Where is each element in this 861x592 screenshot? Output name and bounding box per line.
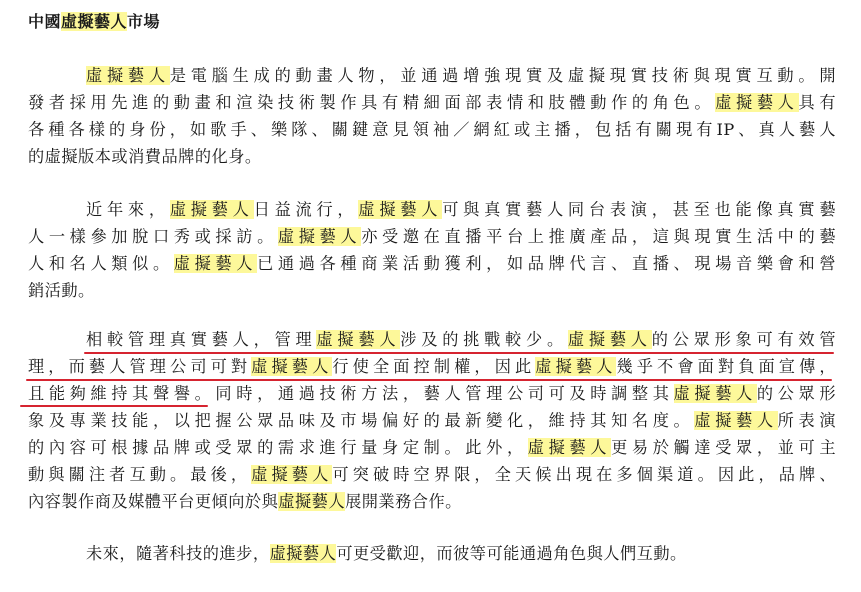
text-span: 可突破時空界限，全天候出現在多個渠道。因此，品牌、 [332, 465, 837, 484]
highlighted-term: 虛擬藝人 [535, 357, 617, 376]
heading-text: 市場 [127, 12, 161, 31]
text-span: 亦受邀在直播平台上推廣產品，這與現實生活中的藝 [361, 227, 837, 246]
highlighted-term: 虛擬藝人 [278, 492, 346, 511]
text-line [28, 223, 836, 250]
highlighted-term: 虛擬藝人 [251, 357, 333, 376]
text-span: 象及專業技能，以把握公眾品味及市場偏好的最新變化，維持其知名度。 [28, 411, 695, 430]
text-span: 所表演 [777, 411, 837, 430]
text-line [28, 434, 836, 461]
highlighted-term: 虛擬藝人 [86, 66, 170, 85]
red-underline-mark [20, 405, 208, 407]
text-line [28, 380, 836, 407]
highlighted-term: 虛擬藝人 [169, 200, 254, 219]
text-span: 近年來， [86, 200, 170, 219]
text-span: 可更受歡迎，而彼等可能通過角色與人們互動。 [336, 544, 687, 563]
paragraph-intro [28, 62, 836, 170]
highlighted-term: 虛擬藝人 [173, 254, 258, 273]
text-span: 是電腦生成的動畫人物，並通過增強現實及虛擬現實技術與現實互動。開 [169, 66, 837, 85]
text-span: 相較管理真實藝人，管理 [86, 330, 317, 349]
text-span: 日益流行， [253, 200, 359, 219]
highlighted-term: 虛擬藝人 [694, 411, 778, 430]
text-line [28, 143, 836, 170]
text-span: 已通過各種商業活動獲利，如品牌代言、直播、現場音樂會和營 [257, 254, 837, 273]
highlighted-term: 虛擬藝人 [277, 227, 362, 246]
text-line [28, 277, 836, 304]
text-span: 銷活動。 [28, 281, 95, 300]
text-span: 可與真實藝人同台表演，甚至也能像真實藝 [442, 200, 837, 219]
paragraph-trend [28, 196, 836, 304]
section-heading [28, 9, 160, 32]
highlighted-term: 虛擬藝人 [527, 438, 612, 457]
highlighted-term: 虛擬藝人 [61, 12, 128, 31]
highlighted-term: 虛擬藝人 [715, 93, 799, 112]
text-span: 具有 [798, 93, 837, 112]
highlighted-term: 虛擬藝人 [316, 330, 401, 349]
highlighted-term: 虛擬藝人 [673, 384, 757, 403]
text-span: 的虛擬版本或消費品牌的化身。 [28, 147, 262, 166]
text-span: 發者採用先進的動畫和渲染技術製作具有精細面部表情和肢體動作的角色。 [28, 93, 716, 112]
text-span: 人和名人類似。 [28, 254, 174, 273]
text-span: 更易於觸達受眾，並可主 [611, 438, 837, 457]
text-span: 展開業務合作。 [345, 492, 462, 511]
text-span: 且能夠維持其聲譽。同時，通過技術方法，藝人管理公司可及時調整其 [28, 384, 674, 403]
red-underline-mark [84, 352, 834, 354]
text-line [28, 461, 836, 488]
text-span: 的公眾形 [756, 384, 837, 403]
text-span: 動與關注者互動。最後， [28, 465, 252, 484]
text-line [28, 89, 836, 116]
text-span: 內容製作商及媒體平台更傾向於與 [28, 492, 279, 511]
text-line [28, 196, 836, 223]
highlighted-term: 虛擬藝人 [358, 200, 443, 219]
highlighted-term: 虛擬藝人 [269, 544, 337, 563]
text-line [28, 116, 836, 143]
text-span: 幾乎不會面對負面宣傳， [616, 357, 837, 376]
text-line [28, 326, 836, 353]
text-span: 行使全面控制權，因此 [332, 357, 536, 376]
heading-text: 中國 [28, 12, 62, 31]
paragraph-future [28, 540, 836, 567]
text-span: 的內容可根據品牌或受眾的需求進行量身定制。此外， [28, 438, 528, 457]
text-span: 未來，隨著科技的進步， [86, 544, 270, 563]
text-line [28, 250, 836, 277]
text-span: 涉及的挑戰較少。 [400, 330, 568, 349]
text-line [28, 62, 836, 89]
paragraph-management [28, 326, 836, 515]
text-line [28, 407, 836, 434]
highlighted-term: 虛擬藝人 [567, 330, 652, 349]
text-span: 理，而藝人管理公司可對 [28, 357, 252, 376]
text-span: 各種各樣的身份，如歌手、樂隊、關鍵意見領袖／網紅或主播，包括有關現有IP、真人藝人 [28, 120, 836, 139]
text-line [28, 540, 836, 567]
text-span: 的公眾形象可有效管 [651, 330, 837, 349]
text-line [28, 353, 836, 380]
highlighted-term: 虛擬藝人 [251, 465, 333, 484]
text-line [28, 488, 836, 515]
red-underline-mark [26, 379, 832, 381]
text-span: 人一樣參加脫口秀或採訪。 [28, 227, 278, 246]
